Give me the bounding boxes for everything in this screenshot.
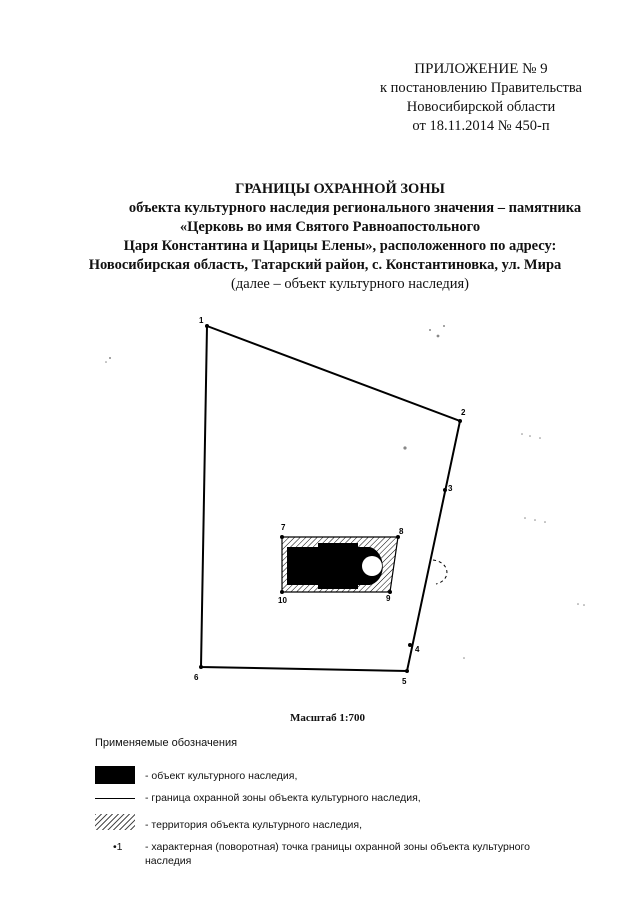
legend-swatch-object	[95, 766, 135, 784]
appendix-region: Новосибирской области	[406, 99, 556, 115]
legend-text-territory: - территория объекта культурного наследия,	[145, 819, 363, 831]
document-title	[0, 180, 640, 294]
appendix-header	[380, 60, 582, 136]
point-label-1: 1	[199, 316, 204, 325]
point-marker-7	[280, 535, 284, 539]
legend-swatch-boundary	[95, 798, 135, 799]
point-marker-1	[205, 324, 209, 328]
boundary-points	[199, 324, 462, 673]
point-label-8: 8	[399, 527, 404, 536]
point-label-6: 6	[194, 673, 199, 682]
legend-swatch-territory	[95, 814, 135, 830]
appendix-reference: к постановлению Правительства	[380, 80, 582, 96]
dashed-arc-mark	[433, 560, 447, 584]
title-line-1: ГРАНИЦЫ ОХРАННОЙ ЗОНЫ	[235, 181, 445, 197]
title-line-5: Новосибирская область, Татарский район, с. Константиновка, ул. Мира	[88, 257, 562, 273]
title-line-3: «Церковь во имя Святого Равноапостольного	[179, 219, 481, 235]
heritage-object-apse	[362, 556, 382, 576]
point-label-7: 7	[281, 523, 286, 532]
point-marker-2	[458, 419, 462, 423]
point-label-3: 3	[448, 484, 453, 493]
point-marker-3	[443, 488, 447, 492]
point-label-10: 10	[278, 596, 287, 605]
legend-point-symbol: •1	[113, 841, 123, 853]
point-label-2: 2	[461, 408, 466, 417]
point-marker-6	[199, 665, 203, 669]
legend-text-object: - объект культурного наследия,	[145, 770, 298, 782]
title-line-2: объекта культурного наследия регионального значения – памятника	[128, 200, 582, 216]
legend-text-point-cont: наследия	[145, 855, 192, 867]
point-label-5: 5	[402, 677, 407, 686]
map-scale: Масштаб 1:700	[290, 712, 366, 724]
point-label-9: 9	[386, 594, 391, 603]
point-marker-10	[280, 590, 284, 594]
appendix-date: от 18.11.2014 № 450-п	[412, 118, 550, 134]
point-marker-5	[405, 669, 409, 673]
point-label-4: 4	[415, 645, 420, 654]
scan-specks	[105, 325, 585, 659]
boundary-plan	[0, 300, 640, 700]
legend-title: Применяемые обозначения	[95, 737, 238, 749]
point-marker-4	[408, 643, 412, 647]
protection-zone-boundary	[201, 326, 460, 671]
title-line-4: Царя Константина и Царицы Елены», расположенного по адресу:	[123, 238, 557, 254]
title-line-6: (далее – объект культурного наследия)	[230, 276, 469, 292]
appendix-number: ПРИЛОЖЕНИЕ № 9	[414, 61, 548, 77]
legend-text-point: - характерная (поворотная) точка границы охранной зоны объекта культурного	[145, 841, 530, 853]
legend-text-boundary: - граница охранной зоны объекта культурного наследия,	[145, 792, 421, 804]
